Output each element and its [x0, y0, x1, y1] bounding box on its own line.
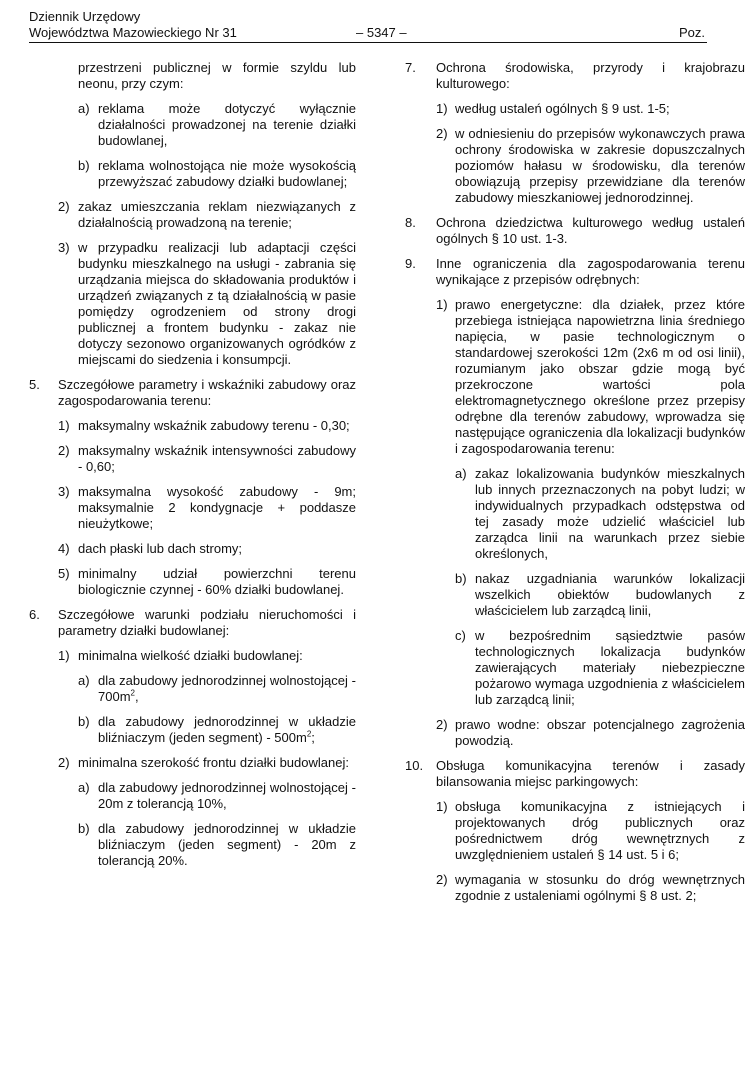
section-number: 9. [405, 256, 416, 271]
list-item [405, 126, 745, 206]
section-item [29, 607, 356, 639]
item-text: nakaz uzgadniania warunków lokalizacji wszelkich obiektów budowlanych z właścicielem lub zarządcą linii, [475, 571, 745, 618]
item-text [98, 714, 356, 746]
item-text: maksymalna wysokość zabudowy - 9m; maksymalnie 2 kondygnacje + poddasze nieużytkowe; [78, 484, 356, 531]
item-number: 2) [436, 872, 448, 887]
section-text: Inne ograniczenia dla zagospodarowania terenu wynikające z przepisów odrębnych: [436, 256, 745, 287]
section-text: Szczegółowe warunki podziału nieruchomości i parametry działki budowlanej: [58, 607, 356, 638]
page-header [29, 9, 719, 43]
item-text: maksymalny wskaźnik zabudowy terenu - 0,30; [78, 418, 350, 433]
item-number: 2) [58, 755, 70, 770]
item-text-tail: , [134, 689, 139, 704]
item-text: obsługa komunikacyjna z istniejących i projektowanych dróg publicznych oraz pośrednictwem dróg wewnętrznych z uwzględnieniem ustaleń § 14 ust. 5 i 6; [455, 799, 745, 862]
item-number: 1) [58, 648, 70, 663]
list-item [29, 418, 356, 434]
list-item [405, 101, 745, 117]
item-number: a) [455, 466, 467, 481]
section-text: Ochrona środowiska, przyrody i krajobrazu kulturowego: [436, 60, 745, 91]
list-item [405, 466, 745, 562]
item-number: 3) [58, 240, 70, 255]
item-number: 4) [58, 541, 70, 556]
section-number: 6. [29, 607, 40, 622]
item-number: 2) [436, 126, 448, 141]
item-number: 5) [58, 566, 70, 581]
item-number: a) [78, 673, 90, 688]
section-item [405, 60, 745, 92]
position-label: Poz. [679, 25, 706, 40]
section-item [29, 377, 356, 409]
item-number: 3) [58, 484, 70, 499]
item-text: zakaz umieszczania reklam niezwiązanych z działalnością prowadzoną na terenie; [78, 199, 356, 230]
item-text: minimalna wielkość działki budowlanej: [78, 648, 303, 663]
list-item [405, 297, 745, 457]
list-item [29, 541, 356, 557]
superscript: 2 [130, 688, 135, 698]
section-number: 7. [405, 60, 416, 75]
voivodeship-title: Województwa Mazowieckiego Nr 31 [29, 25, 237, 40]
list-item [29, 484, 356, 532]
item-text: w odniesieniu do przepisów wykonawczych prawa ochrony środowiska w zakresie dopuszczalnych poziomów hałasu w środowisku, dla terenów obowiązują przepisy przewidziane dla terenów zabudowy mieszkaniowej jednorodzinnej. [455, 126, 745, 205]
item-number: c) [455, 628, 466, 643]
section-item [405, 215, 745, 247]
list-item [29, 714, 356, 746]
item-number: b) [78, 821, 90, 836]
item-text: wymagania w stosunku do dróg wewnętrznych zgodnie z ustaleniami ogólnymi § 8 ust. 2; [455, 872, 745, 903]
list-item [29, 648, 356, 664]
list-item [29, 199, 356, 231]
list-item [29, 566, 356, 598]
item-text: zakaz lokalizowania budynków mieszkalnych lub innych przeznaczonych na pobyt ludzi; w indywidualnych przypadkach odstępstwa od tej zasady może udzielić właściciel lub zarządca linii na warunkach przez siebie określonych, [475, 466, 745, 561]
section-text: Szczegółowe parametry i wskaźniki zabudowy oraz zagospodarowania terenu: [58, 377, 356, 408]
item-text [98, 673, 356, 705]
item-text: maksymalny wskaźnik intensywności zabudowy - 0,60; [78, 443, 356, 474]
section-text: Ochrona dziedzictwa kulturowego według ustaleń ogólnych § 10 ust. 1-3. [436, 215, 745, 246]
paragraph-text: przestrzeni publicznej w formie szyldu lub neonu, przy czym: [78, 60, 356, 91]
page-number: – 5347 – [356, 25, 407, 40]
item-text-main: dla zabudowy jednorodzinnej w układzie bliźniaczym (jeden segment) - 500m [98, 714, 356, 745]
list-item [405, 628, 745, 708]
list-item [405, 872, 745, 904]
section-text: Obsługa komunikacyjna terenów i zasady bilansowania miejsc parkingowych: [436, 758, 745, 789]
item-number: a) [78, 101, 90, 116]
item-text: według ustaleń ogólnych § 9 ust. 1-5; [455, 101, 670, 116]
list-item [405, 799, 745, 863]
list-item [29, 240, 356, 368]
item-number: 2) [58, 199, 70, 214]
left-column [29, 60, 356, 878]
section-item [405, 256, 745, 288]
item-text: minimalna szerokość frontu działki budowlanej: [78, 755, 349, 770]
list-item [405, 571, 745, 619]
right-column [405, 60, 745, 913]
item-number: 2) [436, 717, 448, 732]
item-text: dla zabudowy jednorodzinnej wolnostojącej - 20m z tolerancją 10%, [98, 780, 356, 811]
item-number: 1) [58, 418, 70, 433]
item-text: reklama może dotyczyć wyłącznie działalności prowadzonej na terenie działki budowlanej, [98, 101, 356, 148]
item-text: reklama wolnostojąca nie może wysokością przewyższać zabudowy działki budowlanej; [98, 158, 356, 189]
item-number: b) [455, 571, 467, 586]
item-text: prawo wodne: obszar potencjalnego zagrożenia powodzią. [455, 717, 745, 748]
list-item [405, 717, 745, 749]
list-item [29, 673, 356, 705]
list-item [29, 443, 356, 475]
header-line [29, 25, 707, 43]
list-item [29, 780, 356, 812]
journal-title: Dziennik Urzędowy [29, 9, 141, 24]
item-number: 1) [436, 799, 448, 814]
item-number: 2) [58, 443, 70, 458]
item-number: a) [78, 780, 90, 795]
item-text: w bezpośrednim sąsiedztwie pasów technologicznych lokalizacja budynków zawierających materiały niebezpieczne pożarowo wymaga uzgodnienia z właścicielem lub zarządcą linii; [475, 628, 745, 707]
item-text: minimalny udział powierzchni terenu biologicznie czynnej - 60% działki budowlanej. [78, 566, 356, 597]
section-item [405, 758, 745, 790]
item-number: b) [78, 714, 90, 729]
list-item [29, 158, 356, 190]
item-text: dach płaski lub dach stromy; [78, 541, 243, 556]
list-item [29, 821, 356, 869]
list-item [29, 101, 356, 149]
item-text: prawo energetyczne: dla działek, przez które przebiega istniejąca napowietrzna linia średniego napięcia, w pasie technologicznym o standardowej szerokości 12m (2x6 m od osi linii), rozumianym jako obszar gdzie mogą być przekroczone wartości pola elektromagnetycznego określone przez przepisy odrębne dla terenów zabudowy, wprowadza się następujące ograniczenia dla lokalizacji budynków i zagospodarowania terenu: [455, 297, 745, 456]
item-number: 1) [436, 101, 448, 116]
section-number: 10. [405, 758, 424, 773]
item-number: 1) [436, 297, 448, 312]
item-text-main: dla zabudowy jednorodzinnej wolnostojącej - 700m [98, 673, 356, 704]
item-text-tail: ; [311, 730, 315, 745]
item-text: w przypadku realizacji lub adaptacji części budynku mieszkalnego na usługi - zabrania się urządzania miejsca do składowania produktów i urządzeń związanych z tą działalnością w pasie pomiędzy ogrodzeniem od strony drogi publicznej a frontem budynku - zakaz nie dotyczy sezonowo organizowanych ogródków z miejscami do siedzenia i konsumpcji. [78, 240, 356, 367]
item-text: dla zabudowy jednorodzinnej w układzie bliźniaczym (jeden segment) - 20m z tolerancją 20%. [98, 821, 356, 868]
paragraph [29, 60, 356, 92]
superscript: 2 [306, 729, 312, 739]
section-number: 5. [29, 377, 40, 392]
item-number: b) [78, 158, 90, 173]
section-number: 8. [405, 215, 416, 230]
list-item [29, 755, 356, 771]
